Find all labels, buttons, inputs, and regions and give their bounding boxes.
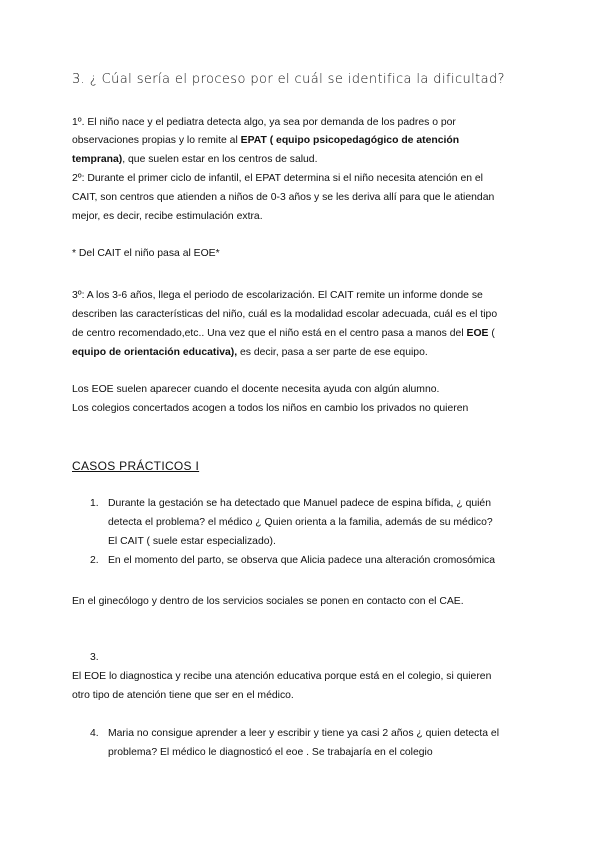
step1-line-c-text: , que suelen estar en los centros de salud. bbox=[122, 154, 318, 165]
case1-line-b: detecta el problema? el médico ¿ Quien orienta a la familia, además de su médico? bbox=[108, 517, 493, 528]
step1-line-c bbox=[72, 153, 317, 167]
case1-line-c: El CAIT ( suele estar especializado). bbox=[108, 536, 276, 547]
step2-line-c: mejor, es decir, recibe estimulación extra. bbox=[72, 211, 263, 222]
note-line: * Del CAIT el niño pasa al EOE* bbox=[72, 248, 220, 259]
case3-line-a: El EOE lo diagnostica y recibe una atención educativa porque está en el colegio, si quieren bbox=[72, 671, 492, 682]
step3-equipo-bold: equipo de orientación educativa), bbox=[72, 347, 238, 358]
step2-line-b: CAIT, son centros que atienden a niños de 0-3 años y se les deriva allí para que le atiendan bbox=[72, 192, 495, 203]
step3-line-c bbox=[72, 327, 495, 341]
case2-number: 2. bbox=[90, 555, 99, 566]
step3-line-d-text: es decir, pasa a ser parte de ese equipo. bbox=[237, 347, 428, 358]
step3-line-d bbox=[72, 346, 428, 360]
case4-line-a: Maria no consigue aprender a leer y escribir y tiene ya casi 2 años ¿ quien detecta el bbox=[108, 728, 500, 739]
step2-line-a: 2º: Durante el primer ciclo de infantil, el EPAT determina si el niño necesita atención en el bbox=[72, 173, 483, 184]
case4-line-b: problema? El médico le diagnosticó el eoe . Se trabajaría en el colegio bbox=[108, 747, 433, 758]
case1-line-a: Durante la gestación se ha detectado que Manuel padece de espina bífida, ¿ quién bbox=[108, 498, 491, 509]
step3-line-a: 3º: A los 3-6 años, llega el periodo de escolarización. El CAIT remite un informe donde se bbox=[72, 290, 483, 301]
case2-answer: En el ginecólogo y dentro de los servicios sociales se ponen en contacto con el CAE. bbox=[72, 596, 464, 607]
step3-line-c-text: de centro recomendado,etc.. Una vez que el niño está en el centro pasa a manos del bbox=[72, 328, 467, 339]
step3-line-c-paren: ( bbox=[488, 328, 495, 339]
step3-eoe-bold: EOE bbox=[466, 328, 489, 339]
step1-line-b bbox=[72, 134, 459, 148]
step1-line-a: 1º. El niño nace y el pediatra detecta algo, ya sea por demanda de los padres o por bbox=[72, 117, 456, 128]
case4-number: 4. bbox=[90, 728, 99, 739]
question-number: 3. bbox=[72, 72, 86, 87]
step1-temprana-bold: temprana) bbox=[72, 154, 123, 165]
cases-title: CASOS PRÁCTICOS I bbox=[72, 459, 200, 473]
step1-line-b-text: observaciones propias y lo remite al bbox=[72, 135, 241, 146]
case3-number: 3. bbox=[90, 652, 99, 663]
step1-epat-bold: EPAT ( equipo psicopedagógico de atención bbox=[240, 135, 460, 146]
extra-line-2: Los colegios concertados acogen a todos los niños en cambio los privados no quieren bbox=[72, 403, 469, 414]
case2-line-a: En el momento del parto, se observa que Alicia padece una alteración cromosómica bbox=[108, 555, 495, 566]
extra-line-1: Los EOE suelen aparecer cuando el docente necesita ayuda con algún alumno. bbox=[72, 384, 440, 395]
case1-number: 1. bbox=[90, 498, 99, 509]
case3-line-b: otro tipo de atención tiene que ser en el médico. bbox=[72, 690, 294, 701]
question-text: ¿ Cúal sería el proceso por el cuál se identifica la dificultad? bbox=[89, 72, 505, 87]
step3-line-b: describen las características del niño, cuál es la modalidad escolar adecuada, cuál es el tipo bbox=[72, 309, 498, 320]
question-heading bbox=[72, 72, 505, 87]
